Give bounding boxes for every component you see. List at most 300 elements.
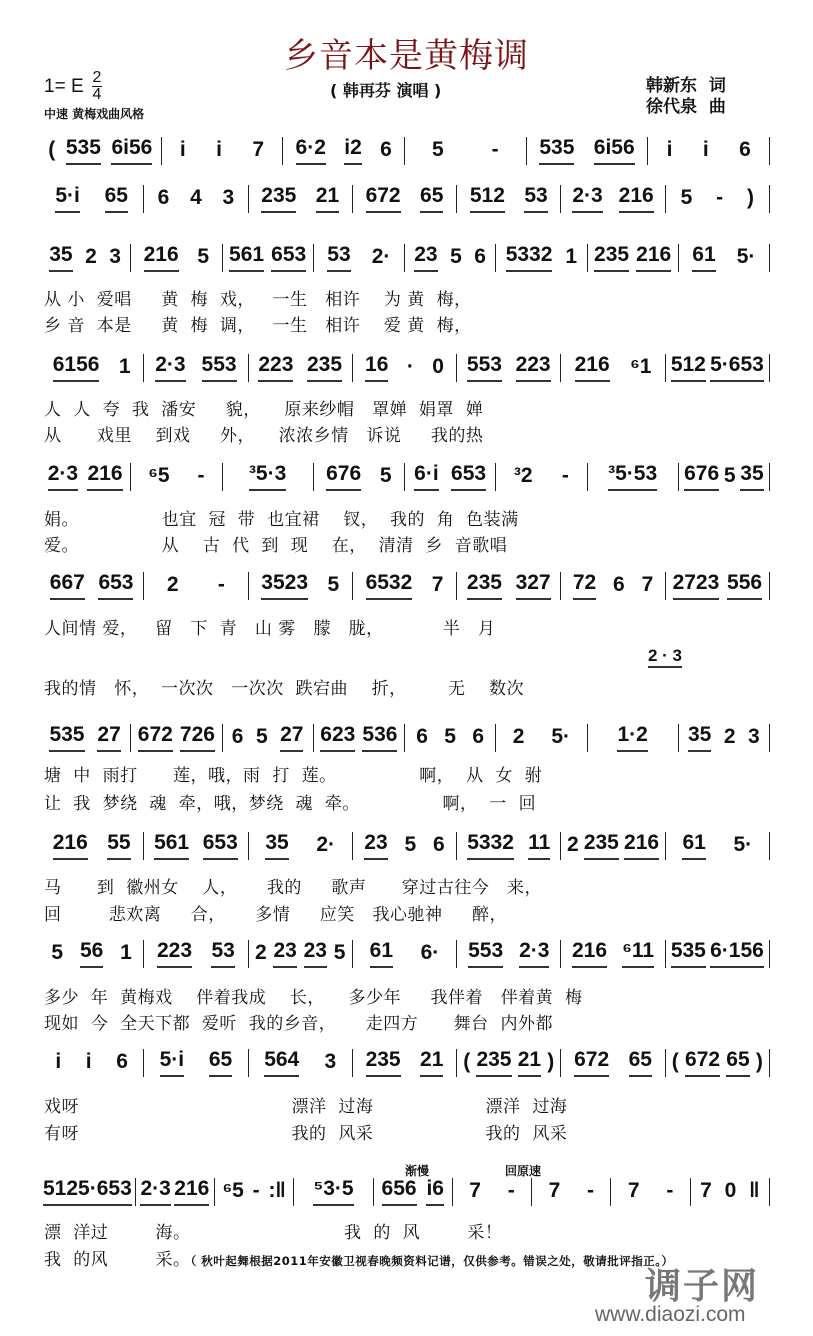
note-group: 53	[211, 939, 234, 968]
note-group: 55	[107, 831, 130, 860]
note-group: 6	[739, 138, 751, 161]
measure	[223, 463, 314, 491]
note-group: 1	[120, 941, 132, 964]
note-group: 656	[382, 1177, 417, 1206]
measure	[611, 1178, 690, 1206]
note-group: 2723	[673, 571, 720, 600]
note-group: 2	[254, 941, 267, 964]
note-group: 2	[566, 833, 579, 856]
measure	[457, 940, 561, 968]
note-group: 535	[49, 723, 84, 752]
measure	[561, 572, 665, 600]
note-group: 2	[512, 725, 525, 748]
measure	[144, 940, 248, 968]
note-group: 535	[66, 136, 101, 165]
note-group: 7	[469, 1179, 481, 1202]
lyric-line	[44, 614, 495, 639]
time-signature	[92, 70, 102, 103]
note-group: 5	[723, 464, 736, 487]
note-group: 1	[565, 245, 578, 268]
note-group: 623	[320, 723, 355, 752]
measure	[666, 832, 770, 860]
measure	[588, 244, 679, 272]
note-group: 223	[258, 353, 293, 382]
lyric-line	[44, 789, 536, 814]
lyric-text: 戏呀 漂洋 过海 漂洋 过海	[44, 1097, 568, 1117]
lyric-line	[44, 1245, 674, 1270]
note-group: 6	[472, 725, 485, 748]
measure	[144, 185, 248, 213]
measure	[496, 463, 587, 491]
note-group: 0	[432, 355, 444, 378]
note-group: 65	[726, 1048, 749, 1077]
note-group: 235	[366, 1048, 401, 1077]
note-group: 553	[202, 353, 237, 382]
measure	[136, 1178, 215, 1206]
measure	[40, 244, 131, 272]
note-group: 2	[166, 573, 179, 596]
measure	[457, 1049, 561, 1077]
note-group: 726	[180, 723, 215, 752]
lyric-line	[44, 873, 542, 898]
note-group: -	[217, 573, 225, 596]
score-system	[40, 352, 770, 382]
lyric-text: 我 的风 采。	[44, 1250, 191, 1270]
measure	[40, 354, 144, 382]
measure	[249, 832, 353, 860]
note-group: 2·3	[572, 184, 602, 213]
note-group: 5	[680, 186, 693, 209]
measure	[40, 572, 144, 600]
note-group: 561	[154, 831, 189, 860]
note-group: 216	[53, 831, 88, 860]
measure	[40, 137, 162, 165]
note-group: 2·3	[48, 462, 78, 491]
lyric-line	[44, 421, 483, 446]
note-group: 35	[265, 831, 288, 860]
note-group: 216	[174, 1177, 209, 1206]
note-group: 2·	[371, 245, 391, 268]
note-group: 553	[467, 353, 502, 382]
note-group: )	[747, 186, 755, 209]
note-group: 216	[619, 184, 654, 213]
measure	[40, 1178, 136, 1206]
note-group: 536	[362, 723, 397, 752]
lyric-line	[44, 674, 524, 699]
note-group: 235	[307, 353, 342, 382]
note-group: 564	[264, 1048, 299, 1077]
measure	[249, 1049, 353, 1077]
measure	[314, 463, 405, 491]
measure	[249, 185, 353, 213]
note-group: 53	[327, 243, 350, 272]
measure	[561, 940, 665, 968]
measure	[679, 244, 770, 272]
note-group: 5·	[736, 245, 756, 268]
note-group: 6	[416, 725, 428, 748]
note-group: 5	[432, 138, 444, 161]
measure	[405, 463, 496, 491]
note-group: 5	[255, 725, 268, 748]
lyric-text: 从 小 爱唱 黄 梅 戏， 一生 相许 为 黄 梅，	[44, 290, 472, 310]
measure	[294, 1178, 373, 1206]
tempo-marking: 中速 黄梅戏曲风格	[44, 107, 145, 121]
note-group: 0	[724, 1179, 737, 1202]
measure	[691, 1178, 770, 1206]
note-group: 553	[468, 939, 503, 968]
note-group: 6i56	[594, 136, 635, 165]
note-group: 6	[474, 245, 486, 268]
note-group: 5	[197, 245, 210, 268]
note-group: 672	[138, 723, 173, 752]
note-group: (	[463, 1050, 471, 1073]
measure	[353, 832, 457, 860]
measure	[215, 1178, 294, 1206]
note-group: 1·2	[617, 723, 647, 752]
composer-credit: 徐代泉 曲	[646, 97, 726, 117]
note-group: 6·156	[710, 939, 764, 968]
lyric-line	[44, 1009, 553, 1034]
measure	[561, 832, 665, 860]
measure	[588, 724, 679, 752]
note-group: 2	[85, 245, 97, 268]
note-group: ⁵3·5	[313, 1177, 353, 1206]
measure	[648, 137, 770, 165]
measure	[457, 185, 561, 213]
measure	[249, 940, 353, 968]
note-group: i6	[426, 1177, 444, 1206]
score-system	[40, 461, 770, 491]
note-group: 6	[231, 725, 244, 748]
measure	[527, 137, 649, 165]
score-system	[40, 1047, 770, 1077]
note-group: -	[587, 1179, 595, 1202]
song-title: 乡音本是黄梅调	[284, 36, 529, 76]
note-group: 21	[518, 1048, 541, 1077]
note-group: 27	[280, 723, 303, 752]
note-group: 7	[700, 1179, 712, 1202]
note-group: :‖	[268, 1179, 286, 1202]
measure	[353, 1049, 457, 1077]
note-group: 653	[98, 571, 133, 600]
note-group: 7	[641, 573, 654, 596]
note-group: 5·i	[160, 1048, 185, 1077]
note-group: 27	[97, 723, 120, 752]
measure	[131, 244, 222, 272]
note-group: 6	[433, 833, 445, 856]
note-group: 6	[157, 186, 170, 209]
time-top: 2	[92, 69, 102, 86]
watermark-name: 调子网	[645, 1266, 760, 1307]
note-group: -	[666, 1179, 674, 1202]
note-group: 23	[273, 939, 296, 968]
note-group: ⁶1	[630, 355, 652, 378]
tempo-change-resume: 回原速	[505, 1164, 542, 1178]
note-group: 56	[80, 939, 103, 968]
score-system	[40, 242, 770, 272]
measure	[457, 354, 561, 382]
measure	[353, 354, 457, 382]
measure	[131, 724, 222, 752]
note-group: (	[671, 1050, 679, 1073]
note-group: ·	[406, 355, 414, 378]
lyric-line	[44, 395, 483, 420]
note-group: 653	[271, 243, 306, 272]
note-group: 35	[688, 723, 711, 752]
lyric-line	[44, 285, 472, 310]
measure	[144, 832, 248, 860]
tempo-change-slow: 渐慢	[405, 1164, 430, 1178]
measure	[532, 1178, 611, 1206]
note-group: i	[55, 1050, 62, 1073]
lyric-line	[44, 531, 507, 556]
measure	[223, 724, 314, 752]
note-group: 53	[524, 184, 547, 213]
note-group: 512	[43, 1177, 78, 1206]
note-group: i	[85, 1050, 92, 1073]
note-group: 5	[379, 464, 392, 487]
note-group: 5	[51, 941, 64, 964]
note-group: 6	[613, 573, 625, 596]
lyric-text: 多少 年 黄梅戏 伴着我成 长， 多少年 我伴着 伴着黄 梅	[44, 988, 583, 1008]
note-group: 2·3	[519, 939, 549, 968]
measure	[374, 1178, 453, 1206]
note-group: )	[547, 1050, 555, 1073]
lyric-text: 马 到 徽州女 人， 我的 歌声 穿过古往今 来，	[44, 878, 543, 898]
note-group: 5332	[506, 243, 553, 272]
measure	[40, 832, 144, 860]
note-group: 3	[109, 245, 121, 268]
note-group: 223	[157, 939, 192, 968]
lyric-text: 塘 中 雨打 莲，哦，雨 打 莲。 啊， 从 女 驸	[44, 766, 543, 786]
note-group: 5	[327, 573, 340, 596]
measure	[314, 724, 405, 752]
measure	[405, 137, 527, 165]
note-group: 6156	[53, 353, 100, 382]
note-group: 11	[528, 831, 550, 860]
note-group: 216	[144, 243, 179, 272]
note-group: -	[716, 186, 724, 209]
note-group: 5·	[551, 725, 571, 748]
note-group: 667	[50, 571, 85, 600]
note-group: 5·i	[55, 184, 80, 213]
lyric-text: 有呀 我的 风采 我的 风采	[44, 1124, 568, 1144]
note-group: 65	[105, 184, 128, 213]
measure	[457, 832, 561, 860]
measure	[405, 244, 496, 272]
note-group: ⁶5	[148, 464, 170, 487]
note-group: ⁶11	[622, 939, 654, 968]
note-group: (	[48, 138, 56, 161]
note-group: 7	[627, 1179, 640, 1202]
ossia-notes: 2 · 3	[648, 646, 682, 668]
note-group: 216	[87, 462, 122, 491]
measure	[40, 940, 144, 968]
lyric-text: 回 悲欢离 合， 多情 应笑 我心驰神 醉，	[44, 905, 508, 925]
note-group: 65	[420, 184, 443, 213]
measure	[131, 463, 222, 491]
measure	[249, 354, 353, 382]
note-group: -	[491, 138, 499, 161]
note-group: 5·653	[78, 1177, 132, 1206]
note-group: 6·	[420, 941, 440, 964]
lyric-line	[44, 900, 507, 925]
note-group: 65	[209, 1048, 232, 1077]
note-group: ⁶5	[222, 1179, 244, 1202]
note-group: 672	[574, 1048, 609, 1077]
score-system	[40, 938, 770, 968]
note-group: 223	[516, 353, 551, 382]
measure	[496, 244, 587, 272]
note-group: 3	[222, 186, 235, 209]
lyric-line	[44, 505, 519, 530]
lyric-text: 漂 洋过 海。 我 的 风 采！	[44, 1223, 503, 1243]
note-group: 7	[548, 1179, 561, 1202]
note-group: 23	[304, 939, 327, 968]
measure	[40, 724, 131, 752]
measure	[666, 354, 770, 382]
lyric-line	[44, 1092, 567, 1117]
note-group: 5	[404, 833, 417, 856]
note-group: 676	[684, 462, 719, 491]
lyric-text: 爱。 从 古 代 到 现 在， 清清 乡 音歌唱	[44, 536, 508, 556]
note-group: 5·	[733, 833, 753, 856]
measure	[561, 354, 665, 382]
note-group: 235	[584, 831, 619, 860]
measure	[679, 463, 770, 491]
measure	[457, 572, 561, 600]
note-group: 6·i	[414, 462, 439, 491]
note-group: 6532	[366, 571, 413, 600]
lyric-text: 娟。 也宜 冠 带 也宜裙 钗， 我的 角 色装满	[44, 510, 519, 530]
note-group: 7	[252, 138, 265, 161]
note-group: 2·	[316, 833, 336, 856]
note-group: 672	[685, 1048, 720, 1077]
note-group: ³5·53	[608, 462, 657, 491]
note-group: -	[561, 464, 569, 487]
measure	[40, 463, 131, 491]
note-group: 512	[671, 353, 706, 382]
note-group: 21	[316, 184, 339, 213]
note-group: 16	[365, 353, 388, 382]
note-group: 235	[476, 1048, 511, 1077]
score-system	[40, 570, 770, 600]
lyric-text: 现如 今 全天下都 爱听 我的乡音， 走四方 舞台 内外都	[44, 1014, 553, 1034]
measure	[679, 724, 770, 752]
lyric-text: 乡 音 本是 黄 梅 调， 一生 相许 爱 黄 梅，	[44, 316, 472, 336]
measure	[223, 244, 314, 272]
score-system	[40, 830, 770, 860]
note-group: 61	[370, 939, 393, 968]
note-group: i	[216, 138, 222, 161]
note-group: 6	[116, 1050, 128, 1073]
note-group: 235	[261, 184, 296, 213]
measure	[561, 185, 665, 213]
measure	[144, 1049, 248, 1077]
measure	[453, 1178, 532, 1206]
note-group: 7	[431, 573, 444, 596]
measure	[353, 940, 457, 968]
note-group: 5	[444, 725, 456, 748]
note-group: 2	[723, 725, 736, 748]
watermark-url: www.diaozi.com	[595, 1303, 746, 1326]
lyric-text: 让 我 梦绕 魂 牵，哦，梦绕 魂 牵。 啊， 一 回	[44, 794, 537, 814]
measure	[561, 1049, 665, 1077]
note-group: 535	[539, 136, 574, 165]
lyric-text: 人间情 爱， 留 下 青 山 雾 朦 胧， 半 月	[44, 619, 496, 639]
lyric-text: 人 人 夸 我 潘安 貌， 原来纱帽 罩婵 娟罩 婵	[44, 400, 484, 420]
measure	[353, 572, 457, 600]
note-group: 61	[692, 243, 715, 272]
note-group: 512	[470, 184, 505, 213]
footnote: （ 秋叶起舞根据2011年安徽卫视春晚频资料记谱，仅供参考。错误之处，敬请批评指正。）	[190, 1254, 674, 1268]
note-group: 72	[573, 571, 596, 600]
note-group: 653	[203, 831, 238, 860]
note-group: 5332	[467, 831, 514, 860]
note-group: 2·3	[140, 1177, 170, 1206]
note-group: 216	[624, 831, 659, 860]
lyric-line	[44, 761, 542, 786]
note-group: 1	[118, 355, 131, 378]
lyric-line	[44, 311, 472, 336]
note-group: 672	[366, 184, 401, 213]
measure	[496, 724, 587, 752]
note-group: 3	[324, 1050, 337, 1073]
note-group: 5	[450, 245, 462, 268]
measure	[666, 1049, 770, 1077]
note-group: 3	[748, 725, 760, 748]
note-group: 35	[740, 462, 763, 491]
key-signature: 1= E	[44, 76, 84, 97]
note-group: i	[702, 138, 709, 161]
score-system	[40, 183, 770, 213]
note-group: 61	[682, 831, 705, 860]
note-group: 35	[49, 243, 72, 272]
note-group: -	[252, 1179, 260, 1202]
note-group: 561	[229, 243, 264, 272]
measure	[40, 1049, 144, 1077]
note-group: 3523	[261, 571, 308, 600]
credits	[646, 76, 726, 118]
measure	[405, 724, 496, 752]
singer-credit: ( 韩再芬 演唱 )	[330, 81, 442, 100]
note-group: i	[179, 138, 186, 161]
note-group: ‖	[749, 1179, 760, 1202]
note-group: i2	[344, 136, 362, 165]
lyric-text: 我的情 怀， 一次次 一次次 跌宕曲 折， 无 数次	[44, 679, 525, 699]
note-group: 235	[467, 571, 502, 600]
note-group: 4	[190, 186, 202, 209]
note-group: 6i56	[111, 136, 152, 165]
lyricist-credit: 韩新东 词	[646, 76, 726, 96]
note-group: 23	[414, 243, 437, 272]
measure	[666, 940, 770, 968]
note-group: 5·653	[710, 353, 764, 382]
score-system	[40, 1176, 770, 1206]
lyric-line	[44, 1119, 567, 1144]
note-group: 235	[594, 243, 629, 272]
note-group: )	[755, 1050, 763, 1073]
note-group: 23	[364, 831, 387, 860]
score-system	[40, 135, 770, 165]
note-group: -	[507, 1179, 515, 1202]
note-group: 327	[516, 571, 551, 600]
measure	[40, 185, 144, 213]
time-bottom: 4	[92, 86, 102, 103]
note-group: ³2	[513, 464, 533, 487]
lyric-line	[44, 983, 583, 1008]
measure	[162, 137, 284, 165]
